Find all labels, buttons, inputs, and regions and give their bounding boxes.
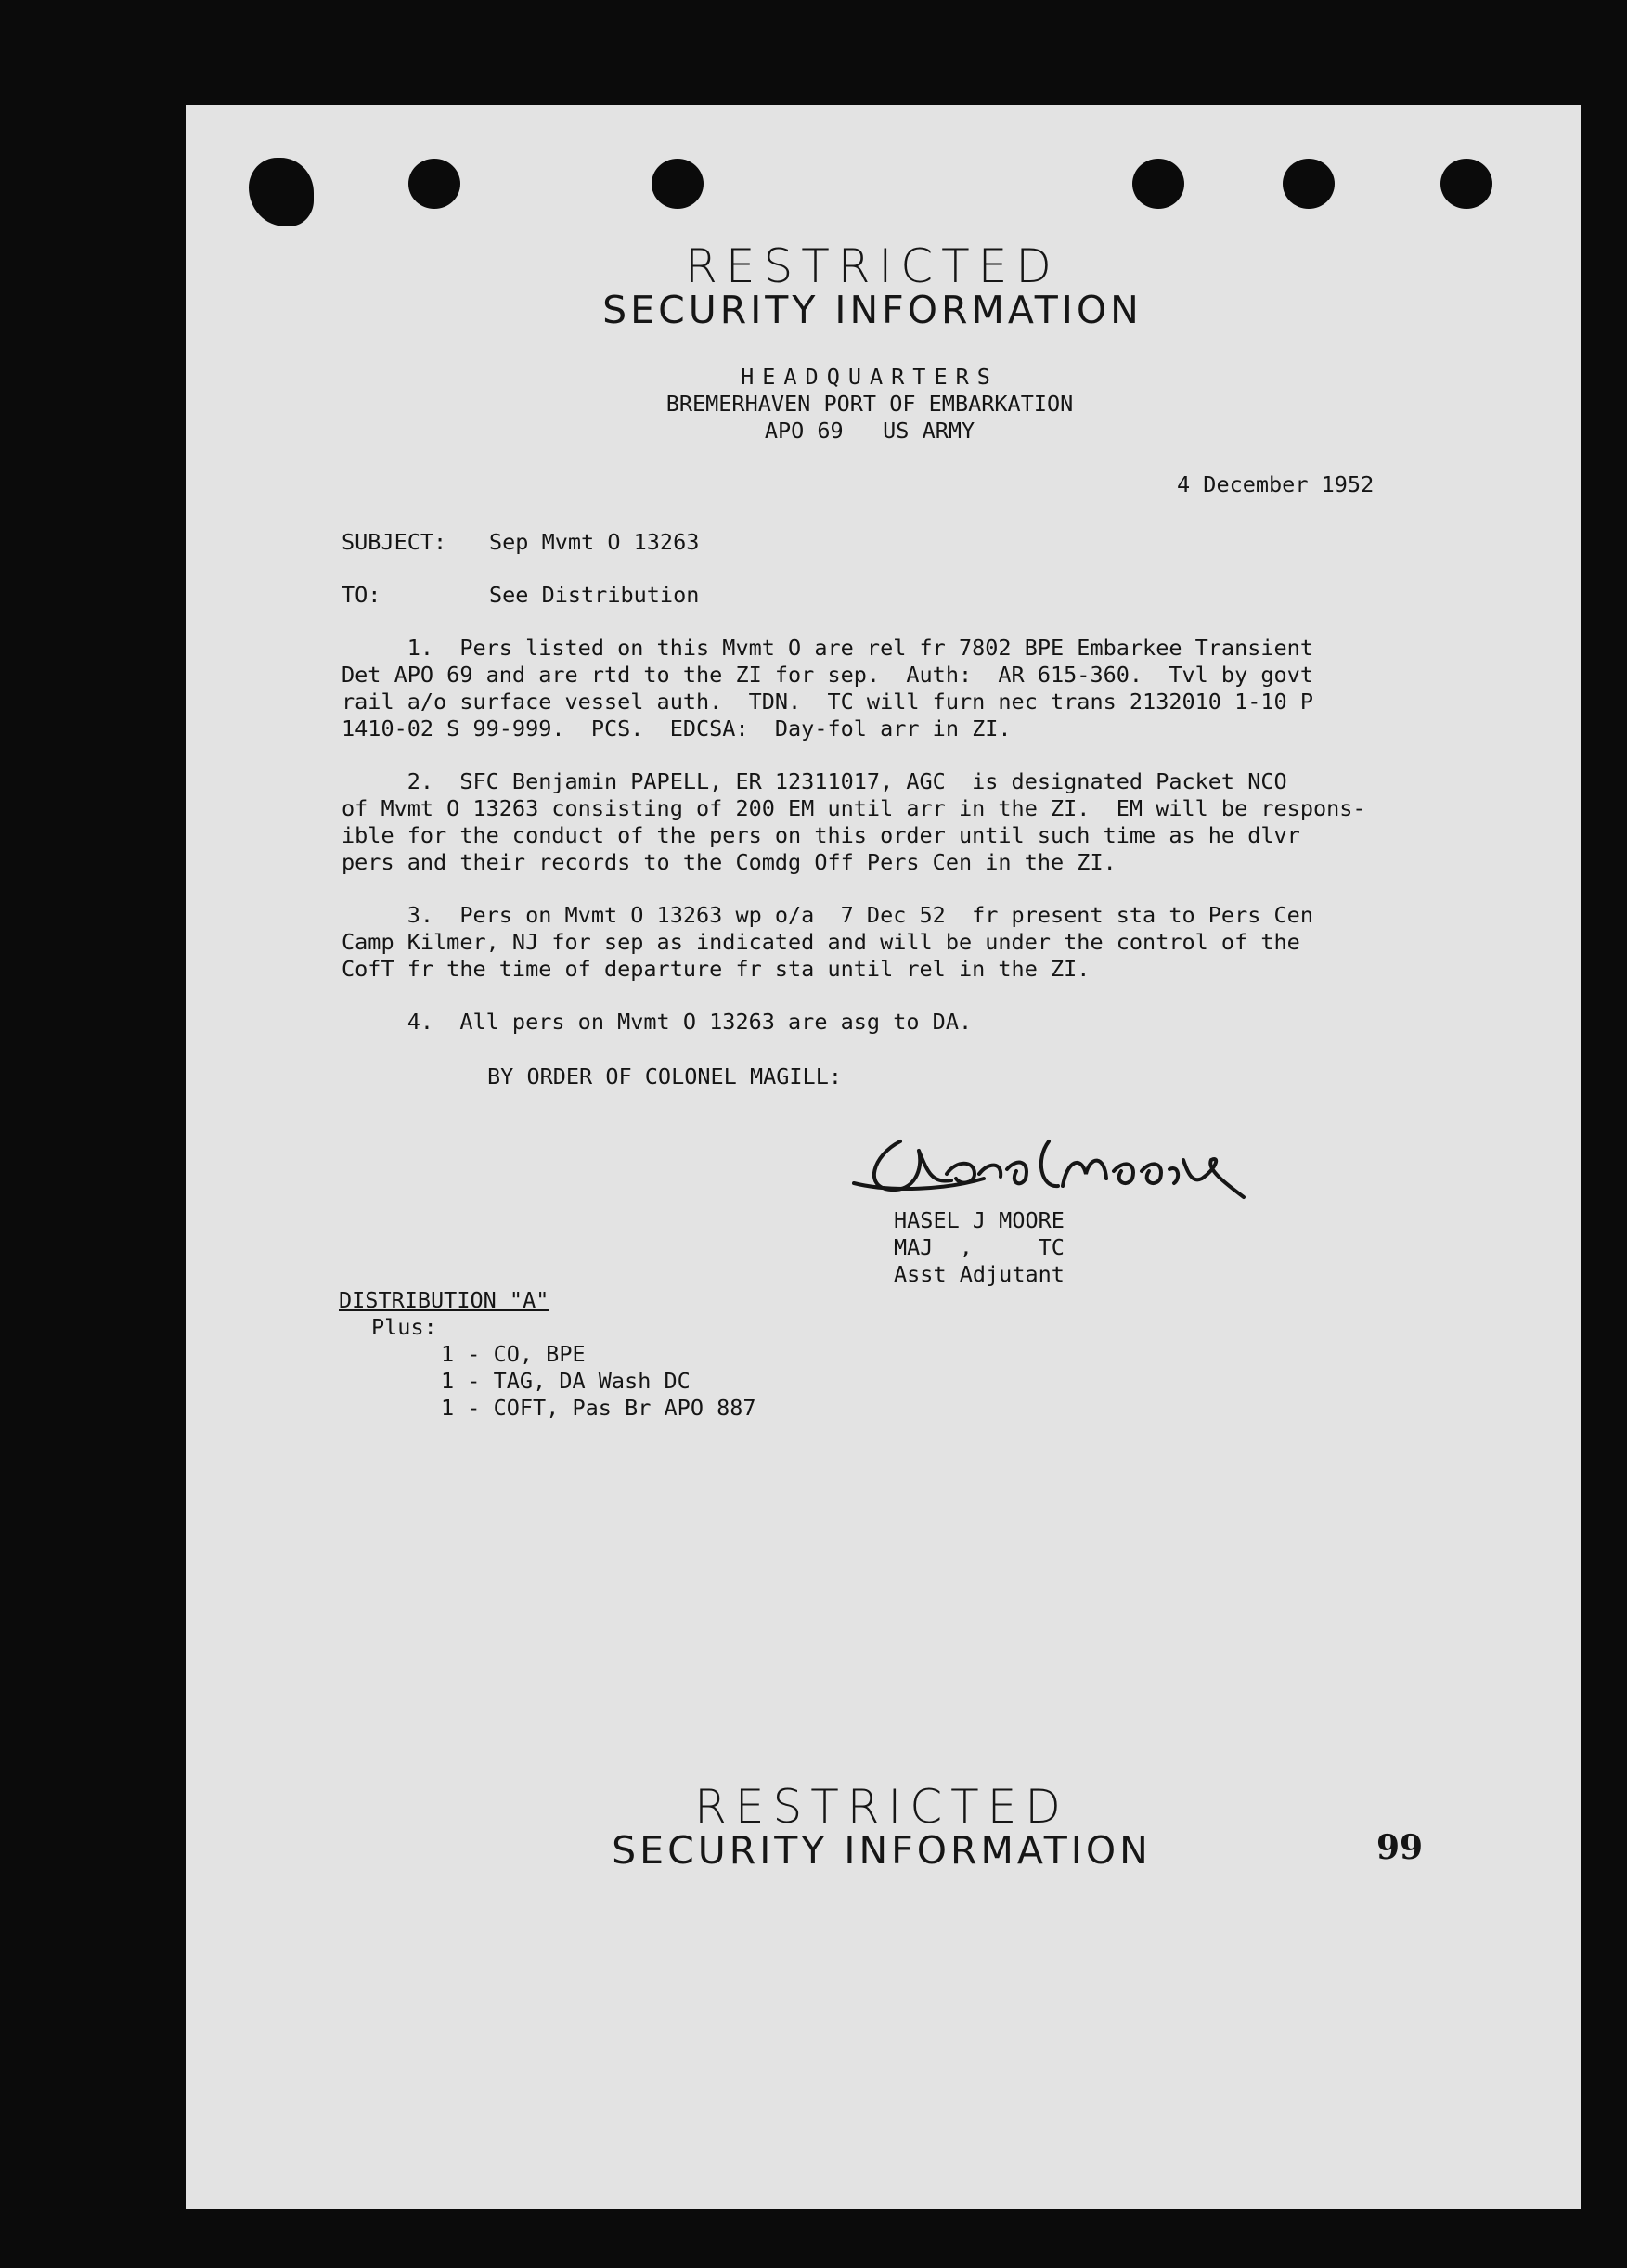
to-label: TO: [342, 582, 381, 608]
punch-hole [1132, 159, 1184, 209]
paragraph-line: 1410-02 S 99-999. PCS. EDCSA: Day-fol arr in ZI. [342, 715, 1012, 741]
header-line1: HEADQUARTERS [741, 364, 999, 390]
order-authority: BY ORDER OF COLONEL MAGILL: [487, 1063, 843, 1089]
punch-hole [652, 159, 704, 209]
paragraph-line: Det APO 69 and are rtd to the ZI for sep. Auth: AR 615-360. Tvl by govt [342, 662, 1313, 688]
paragraph-line: 3. Pers on Mvmt O 13263 wp o/a 7 Dec 52 fr present sta to Pers Cen [342, 902, 1313, 928]
distribution-title: DISTRIBUTION "A" [339, 1287, 549, 1313]
paragraph-line: pers and their records to the Comdg Off Pers Cen in the ZI. [342, 849, 1117, 875]
paragraph-line: 2. SFC Benjamin PAPELL, ER 12311017, AGC is designated Packet NCO [342, 768, 1287, 794]
page-number: 99 [1376, 1828, 1424, 1867]
paragraph-line: 4. All pers on Mvmt O 13263 are asg to DA. [342, 1009, 973, 1035]
paragraph-line: rail a/o surface vessel auth. TDN. TC will furn nec trans 2132010 1-10 P [342, 689, 1313, 715]
to-value: See Distribution [489, 582, 700, 608]
punch-hole [1283, 159, 1335, 209]
punch-hole [1440, 159, 1492, 209]
classification-line1: RESTRICTED [685, 239, 1060, 293]
distribution-item: 1 - COFT, Pas Br APO 887 [441, 1395, 756, 1421]
classification-line1: RESTRICTED [694, 1780, 1069, 1834]
signer-rank: MAJ , TC [894, 1234, 1065, 1260]
classification-line2: SECURITY INFORMATION [602, 288, 1143, 332]
paragraph-line: CofT fr the time of departure fr sta until rel in the ZI. [342, 956, 1091, 982]
classification-stamp-top [548, 239, 1197, 332]
paragraph-line: of Mvmt O 13263 consisting of 200 EM until arr in the ZI. EM will be respons- [342, 795, 1366, 821]
distribution-plus: Plus: [371, 1314, 437, 1340]
paragraph-line: 1. Pers listed on this Mvmt O are rel fr 7802 BPE Embarkee Transient [342, 635, 1313, 661]
header-line2: BREMERHAVEN PORT OF EMBARKATION [665, 391, 1074, 417]
distribution-item: 1 - TAG, DA Wash DC [441, 1368, 691, 1394]
subject-value: Sep Mvmt O 13263 [489, 529, 700, 555]
signer-name: HASEL J MOORE [894, 1207, 1065, 1233]
handwritten-signature [835, 1104, 1336, 1216]
classification-line2: SECURITY INFORMATION [612, 1828, 1152, 1873]
document-date: 4 December 1952 [1177, 471, 1375, 497]
classification-stamp-bottom [557, 1780, 1207, 1873]
header-line3: APO 69 US ARMY [764, 418, 975, 444]
distribution-item: 1 - CO, BPE [441, 1341, 586, 1367]
punch-hole [408, 159, 460, 209]
signer-title: Asst Adjutant [894, 1261, 1065, 1287]
subject-label: SUBJECT: [342, 529, 447, 555]
paragraph-line: Camp Kilmer, NJ for sep as indicated and will be under the control of the [342, 929, 1300, 955]
paragraph-line: ible for the conduct of the pers on this order until such time as he dlvr [342, 822, 1300, 848]
